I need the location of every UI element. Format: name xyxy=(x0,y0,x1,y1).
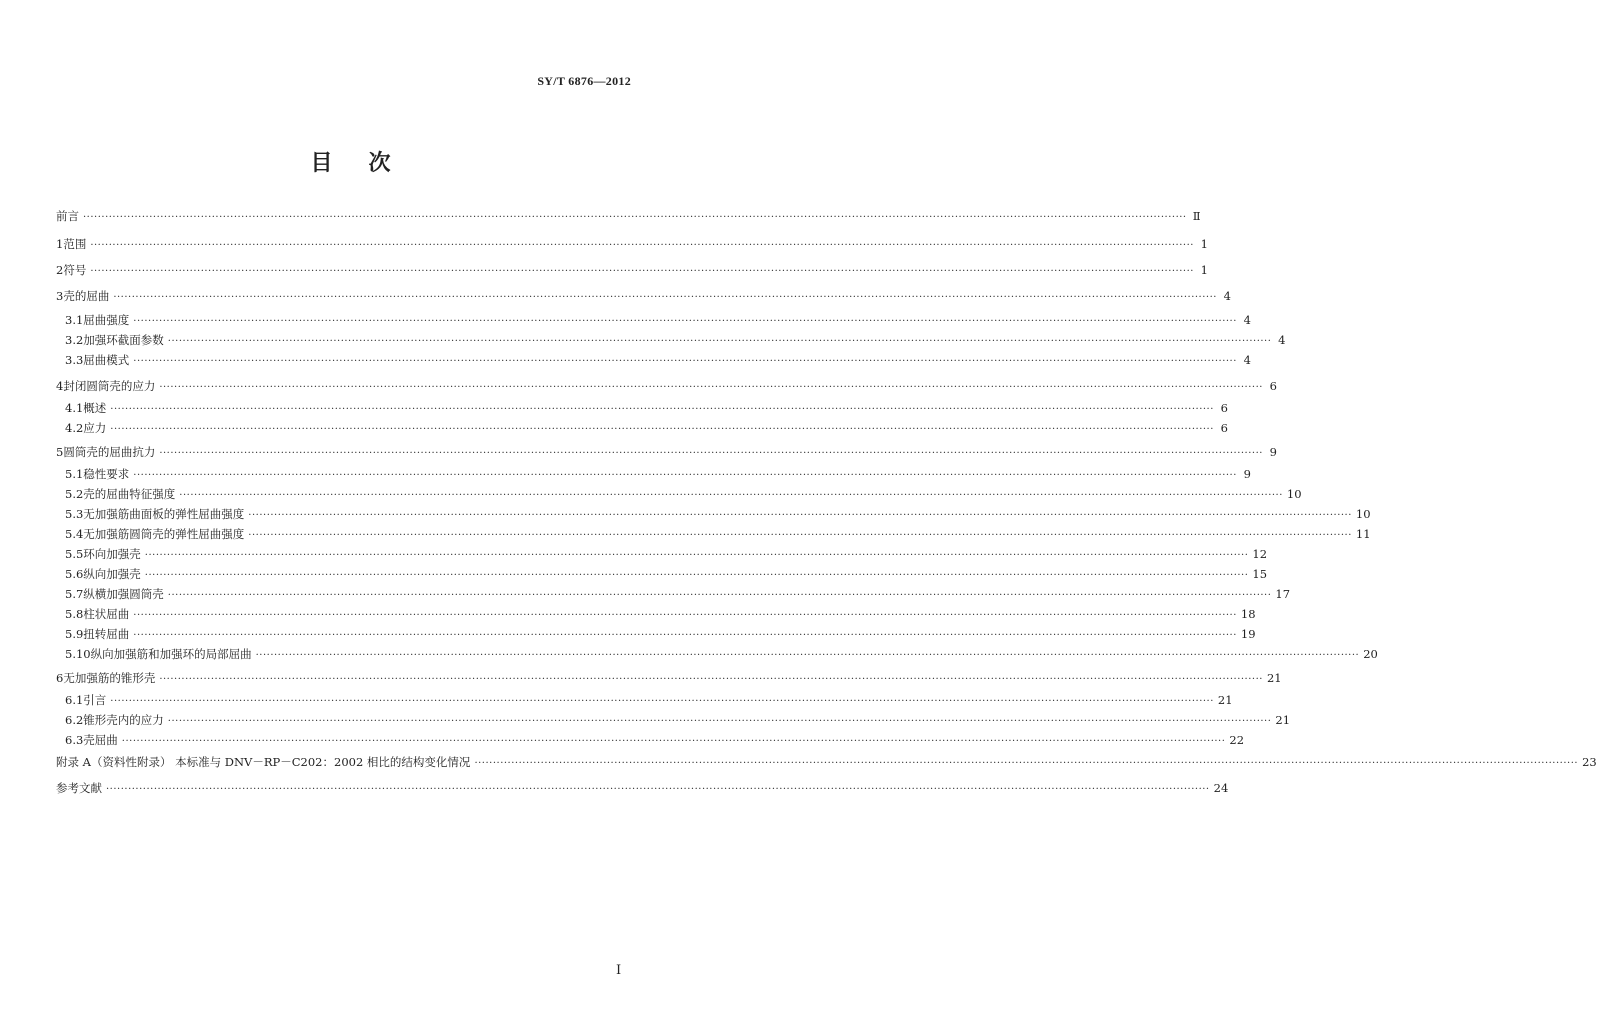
toc-entry-number: 6.2 xyxy=(65,713,84,727)
toc-leader-dots: ············································································································································································································································································································ xyxy=(113,292,1217,303)
toc-entry-label: 纵向加强筋和加强环的局部屈曲 xyxy=(90,647,252,661)
toc-leader-dots: ············································································································································································································································································································ xyxy=(133,470,1237,481)
toc-entry-page: 18 xyxy=(1240,607,1256,621)
toc-leader-dots: ············································································································································································································································································································ xyxy=(159,674,1263,685)
toc-entry-number: 4.1 xyxy=(65,401,84,415)
toc-leader-dots: ············································································································································································································································································································ xyxy=(144,550,1249,561)
toc-entry-number: 3.1 xyxy=(65,313,84,327)
toc-leader-dots: ············································································································································································································································································································ xyxy=(90,240,1194,251)
toc-entry-label: 柱状屈曲 xyxy=(83,607,130,621)
toc-entry-page: 1 xyxy=(1200,237,1208,251)
toc-entry-label: 扭转屈曲 xyxy=(83,627,130,641)
toc-entry-page: 10 xyxy=(1286,487,1302,501)
toc-entry-number: 2 xyxy=(56,263,64,277)
toc-entry-page: 20 xyxy=(1363,647,1378,661)
toc-entry-number: 3.2 xyxy=(65,333,84,347)
toc-entry-page: 15 xyxy=(1252,567,1268,581)
toc-entry[interactable] xyxy=(56,527,1371,541)
toc-entry-label: 无加强筋的锥形壳 xyxy=(63,671,156,685)
toc-leader-dots: ············································································································································································································································································································ xyxy=(159,382,1263,393)
toc-entry-label: 封闭圆筒壳的应力 xyxy=(63,379,156,393)
toc-entry-label: 附录 A（资料性附录） 本标准与 DNV－RP－C202：2002 相比的结构变化情况 xyxy=(56,755,471,769)
toc-entry-label: 参考文献 xyxy=(56,781,102,795)
toc-entry-page: 9 xyxy=(1269,445,1277,459)
toc-entry-number: 5.10 xyxy=(65,647,91,661)
toc-entry[interactable] xyxy=(56,781,1229,795)
toc-entry-number: 5.9 xyxy=(65,627,84,641)
toc-entry-number: 5.8 xyxy=(65,607,84,621)
toc-entry-page: 4 xyxy=(1243,353,1251,367)
toc-entry-label: 壳屈曲 xyxy=(83,733,118,747)
toc-leader-dots: ············································································································································································································································································································ xyxy=(121,736,1226,747)
toc-entry-number: 5.2 xyxy=(65,487,84,501)
toc-entry[interactable] xyxy=(56,209,1201,223)
toc-entry[interactable] xyxy=(56,733,1245,747)
toc-leader-dots: ············································································································································································································································································································ xyxy=(144,570,1249,581)
toc-entry-page: 21 xyxy=(1217,693,1233,707)
toc-entry[interactable] xyxy=(56,401,1228,415)
toc-entry[interactable] xyxy=(56,507,1371,521)
toc-leader-dots: ············································································································································································································································································································ xyxy=(167,336,1272,347)
toc-leader-dots: ············································································································································································································································································································ xyxy=(106,784,1210,795)
toc-entry-label: 符号 xyxy=(63,263,87,277)
toc-entry-label: 屈曲模式 xyxy=(83,353,130,367)
toc-entry-page: 10 xyxy=(1355,507,1371,521)
toc-leader-dots: ············································································································································································································································································································ xyxy=(474,758,1579,769)
toc-leader-dots: ············································································································································································································································································································ xyxy=(133,316,1237,327)
toc-entry[interactable] xyxy=(56,445,1277,459)
toc-entry-number: 4.2 xyxy=(65,421,84,435)
toc-entry-number: 3 xyxy=(56,289,64,303)
toc-entry-label: 概述 xyxy=(83,401,107,415)
toc-entry-number: 5.5 xyxy=(65,547,84,561)
toc-entry-page: 23 xyxy=(1582,755,1597,769)
toc-entry-page: 6 xyxy=(1220,421,1228,435)
toc-leader-dots: ············································································································································································································································································································ xyxy=(255,650,1360,661)
toc-leader-dots: ············································································································································································································································································································ xyxy=(167,590,1272,601)
toc-leader-dots: ············································································································································································································································································································ xyxy=(167,716,1272,727)
toc-entry-page: 11 xyxy=(1355,527,1371,541)
toc-entry[interactable] xyxy=(56,693,1233,707)
toc-entry-page: 21 xyxy=(1266,671,1282,685)
toc-entry-page: 24 xyxy=(1213,781,1229,795)
toc-entry[interactable] xyxy=(56,671,1282,685)
toc-entry[interactable] xyxy=(56,713,1291,727)
toc-entry-label: 壳的屈曲 xyxy=(63,289,110,303)
toc-entry-label: 圆筒壳的屈曲抗力 xyxy=(63,445,156,459)
toc-entry-label: 无加强筋曲面板的弹性屈曲强度 xyxy=(83,507,245,521)
toc-leader-dots: ············································································································································································································································································································ xyxy=(110,424,1214,435)
toc-entry-page: 1 xyxy=(1200,263,1208,277)
toc-leader-dots: ············································································································································································································································································································ xyxy=(248,530,1352,541)
toc-leader-dots: ············································································································································································································································································································ xyxy=(110,696,1214,707)
toc-entry-page: 4 xyxy=(1223,289,1231,303)
toc-entry-label: 屈曲强度 xyxy=(83,313,130,327)
toc-entry-number: 5 xyxy=(56,445,64,459)
toc-entry[interactable] xyxy=(56,379,1277,393)
toc-entry[interactable] xyxy=(56,607,1256,621)
standard-code: SY/T 6876—2012 xyxy=(537,74,631,88)
toc-entry-label: 引言 xyxy=(83,693,107,707)
toc-entry-number: 4 xyxy=(56,379,64,393)
toc-entry[interactable] xyxy=(56,313,1251,327)
toc-entry-page: 12 xyxy=(1252,547,1268,561)
toc-entry[interactable] xyxy=(56,567,1268,581)
toc-entry-number: 6.1 xyxy=(65,693,84,707)
toc-entry-number: 5.1 xyxy=(65,467,84,481)
toc-entry[interactable] xyxy=(56,627,1256,641)
toc-entry[interactable] xyxy=(56,237,1208,251)
toc-entry-page: 19 xyxy=(1240,627,1256,641)
toc-entry[interactable] xyxy=(56,647,1378,661)
toc-entry-number: 5.4 xyxy=(65,527,84,541)
toc-entry-number: 1 xyxy=(56,237,64,251)
toc-entry-page: 6 xyxy=(1220,401,1228,415)
toc-entry-number: 5.3 xyxy=(65,507,84,521)
toc-entry-page: 17 xyxy=(1275,587,1291,601)
toc-entry[interactable] xyxy=(56,755,1597,769)
toc-entry[interactable] xyxy=(56,289,1231,303)
toc-entry[interactable] xyxy=(56,421,1228,435)
toc-entry-label: 前言 xyxy=(56,209,79,223)
toc-entry-label: 无加强筋圆筒壳的弹性屈曲强度 xyxy=(83,527,245,541)
toc-entry[interactable] xyxy=(56,587,1291,601)
toc-entry-page: Ⅱ xyxy=(1192,209,1201,223)
toc-entry-page: 9 xyxy=(1243,467,1251,481)
page-title: 目次 xyxy=(310,151,427,176)
toc-entry-label: 范围 xyxy=(63,237,87,251)
toc-entry-label: 稳性要求 xyxy=(83,467,130,481)
toc-entry[interactable] xyxy=(56,263,1208,277)
toc-entry[interactable] xyxy=(56,333,1286,347)
toc-leader-dots: ············································································································································································································································································································ xyxy=(90,266,1194,277)
toc-leader-dots: ············································································································································································································································································································ xyxy=(133,630,1237,641)
toc-leader-dots: ············································································································································································································································································································ xyxy=(83,212,1187,223)
toc-entry[interactable] xyxy=(56,353,1251,367)
toc-entry[interactable] xyxy=(56,467,1251,481)
toc-entry-page: 4 xyxy=(1278,333,1286,347)
toc-leader-dots: ············································································································································································································································································································ xyxy=(133,356,1237,367)
toc-entry-page: 21 xyxy=(1275,713,1291,727)
toc-entry-number: 6 xyxy=(56,671,64,685)
toc-entry-page: 6 xyxy=(1269,379,1277,393)
toc-entry-page: 4 xyxy=(1243,313,1251,327)
toc-entry[interactable] xyxy=(56,487,1302,501)
toc-leader-dots: ············································································································································································································································································································ xyxy=(133,610,1237,621)
toc-entry[interactable] xyxy=(56,547,1268,561)
toc-leader-dots: ············································································································································································································································································································ xyxy=(248,510,1352,521)
toc-entry-label: 壳的屈曲特征强度 xyxy=(83,487,176,501)
page-number: Ⅰ xyxy=(616,962,622,977)
toc-entry-label: 应力 xyxy=(83,421,107,435)
toc-entry-label: 纵横加强圆筒壳 xyxy=(83,587,164,601)
toc-entry-label: 纵向加强壳 xyxy=(83,567,141,581)
toc-entry-label: 锥形壳内的应力 xyxy=(83,713,164,727)
toc-entry-label: 加强环截面参数 xyxy=(83,333,164,347)
toc-leader-dots: ············································································································································································································································································································ xyxy=(110,404,1214,415)
toc-leader-dots: ············································································································································································································································································································ xyxy=(179,490,1283,501)
toc-entry-number: 3.3 xyxy=(65,353,84,367)
toc-leader-dots: ············································································································································································································································································································ xyxy=(159,448,1263,459)
toc-entry-page: 22 xyxy=(1229,733,1245,747)
toc-entry-number: 6.3 xyxy=(65,733,84,747)
toc-entry-number: 5.7 xyxy=(65,587,84,601)
toc-entry-number: 5.6 xyxy=(65,567,84,581)
toc-entry-label: 环向加强壳 xyxy=(83,547,141,561)
